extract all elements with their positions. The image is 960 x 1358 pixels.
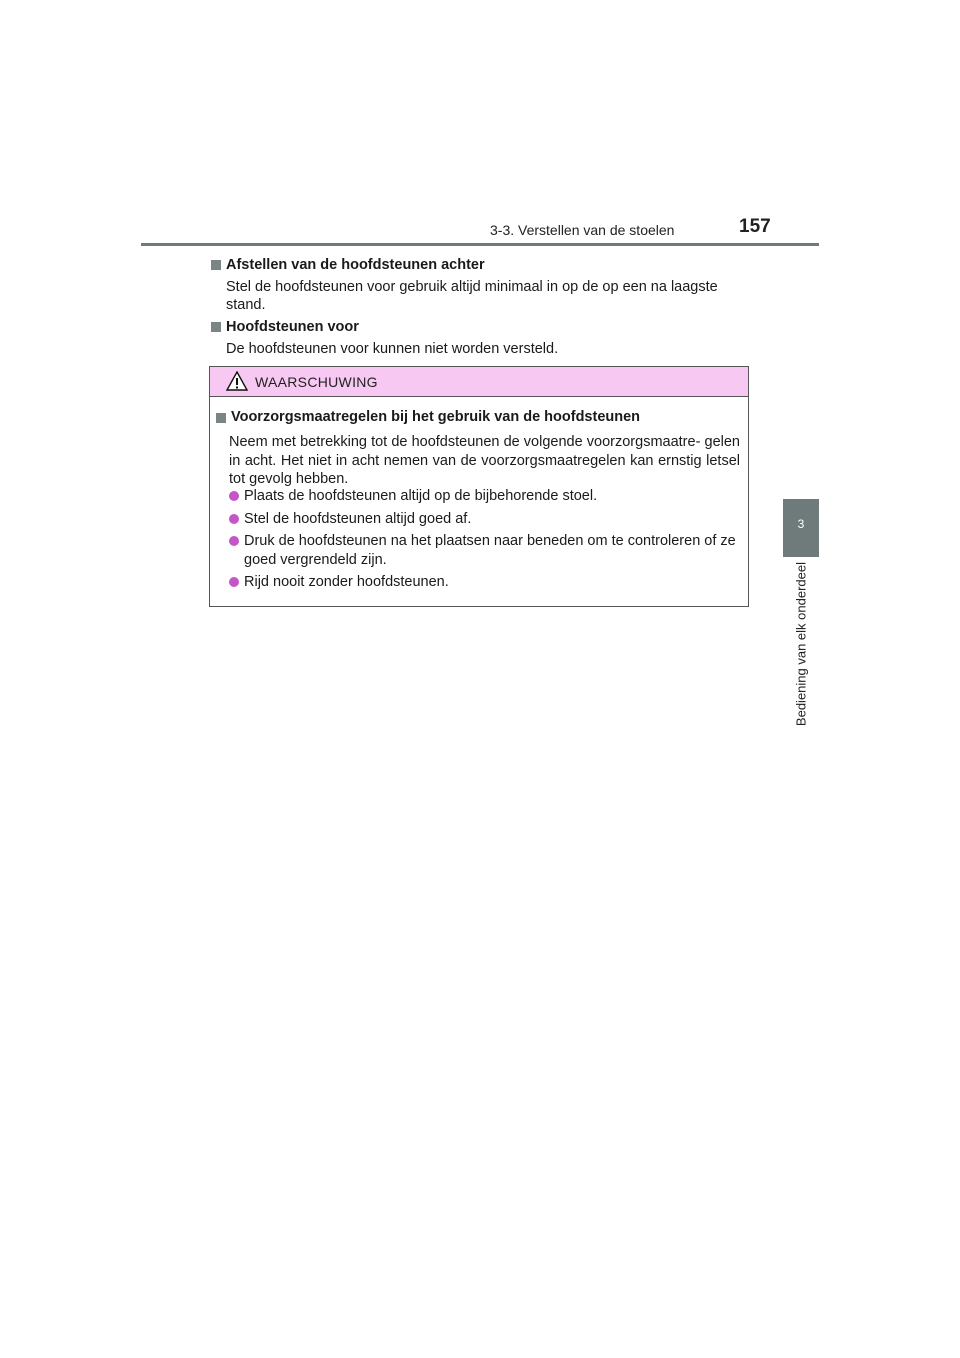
- list-item-text: Plaats de hoofdsteunen altijd op de bijbehorende stoel.: [244, 488, 598, 504]
- square-bullet-icon: [211, 260, 221, 270]
- chapter-label-wrap: [782, 562, 820, 752]
- bullet-dot-icon: [229, 536, 239, 546]
- section-body: Stel de hoofdsteunen voor gebruik altijd minimaal in op de op een na laagste stand.: [226, 279, 718, 313]
- section-heading: [209, 318, 749, 336]
- warning-list: [227, 487, 745, 596]
- chapter-label: Bediening van elk onderdeel: [793, 562, 809, 727]
- warning-heading: [214, 409, 744, 425]
- section-heading: [209, 256, 749, 274]
- header-rule: [141, 243, 819, 246]
- list-item-text: Druk de hoofdsteunen na het plaatsen naar beneden om te controleren of ze goed vergrendeld zijn.: [244, 533, 736, 568]
- bullet-dot-icon: [229, 577, 239, 587]
- section-heading-text: Hoofdsteunen voor: [226, 319, 359, 335]
- section-front-headrests: [209, 318, 749, 358]
- list-item-text: Stel de hoofdsteunen altijd goed af.: [244, 510, 472, 527]
- list-item: [227, 510, 745, 529]
- warning-description: Neem met betrekking tot de hoofdsteunen de volgende voorzorgsmaatre- gelen in acht. Het niet in acht nemen van de voorzorgsmaatregelen kan ernstig letsel tot gevolg hebben.: [229, 434, 740, 487]
- list-item-text: Rijd nooit zonder hoofdsteunen.: [244, 574, 449, 590]
- chapter-tab: [783, 499, 819, 557]
- list-item: [227, 573, 745, 592]
- header-section-title: 3-3. Verstellen van de stoelen: [490, 222, 675, 238]
- square-bullet-icon: [216, 413, 226, 423]
- page-number: 157: [739, 216, 771, 237]
- warning-box: [209, 366, 749, 607]
- section-body: De hoofdsteunen voor kunnen niet worden versteld.: [226, 341, 559, 357]
- list-item: [227, 532, 745, 569]
- square-bullet-icon: [211, 322, 221, 332]
- list-item: [227, 487, 745, 506]
- section-rear-headrests: [209, 256, 749, 314]
- chapter-number: 3: [797, 517, 805, 531]
- bullet-dot-icon: [229, 491, 239, 501]
- bullet-dot-icon: [229, 514, 239, 524]
- warning-header: [210, 367, 748, 397]
- section-heading-text: Afstellen van de hoofdsteunen achter: [226, 257, 485, 273]
- warning-heading-text: Voorzorgsmaatregelen bij het gebruik van de hoofdsteunen: [231, 409, 641, 425]
- warning-triangle-icon: [226, 371, 248, 391]
- warning-title: WAARSCHUWING: [255, 374, 378, 390]
